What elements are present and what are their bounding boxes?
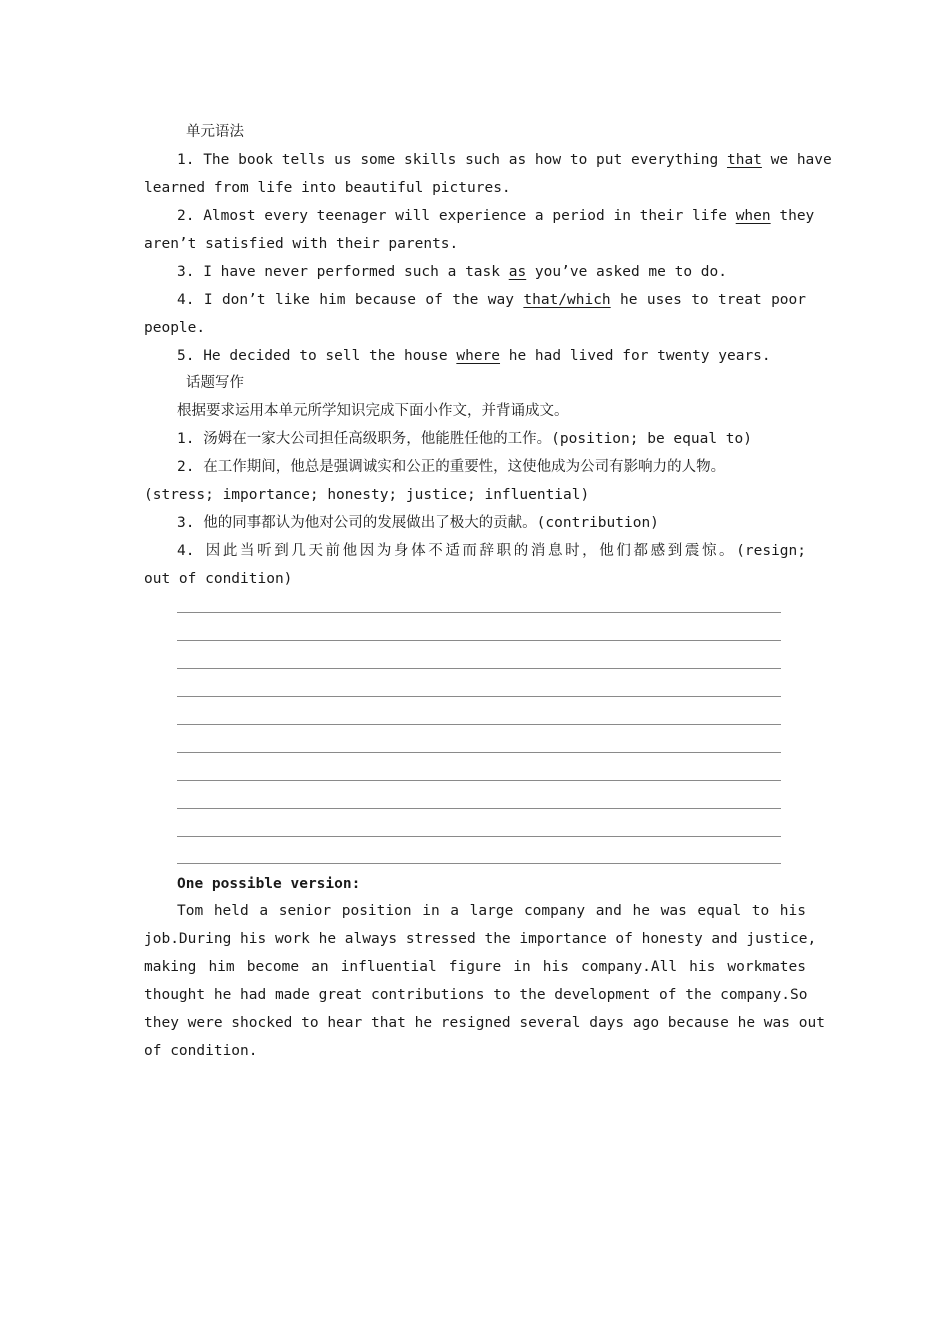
q1-text-a: 1. The book tells us some skills such as how to put everything	[177, 152, 727, 168]
q3-text-a: 3. I have never performed such a task	[177, 264, 509, 280]
writing-heading: 话题写作	[186, 375, 244, 391]
grammar-item-2-line-1	[177, 202, 815, 230]
sample-answer-line-3: making him become an influential figure in his company.All his workmates	[144, 959, 806, 975]
writing-blank-line	[177, 724, 781, 725]
writing-blank-line	[177, 696, 781, 697]
sample-answer-line-4: thought he had made great contributions to the development of the company.So	[144, 987, 808, 1003]
sample-answer-line-6: of condition.	[144, 1043, 258, 1059]
grammar-item-4-line-2: people.	[144, 320, 206, 336]
q2-text-b: they	[770, 208, 815, 224]
sample-answer-line-2: job.During his work he always stressed the importance of honesty and justice,	[144, 931, 817, 947]
grammar-item-1-line-2: learned from life into beautiful pictures.	[144, 180, 511, 196]
writing-task-1: 1. 汤姆在一家大公司担任高级职务，他能胜任他的工作。(position; be equal to)	[177, 431, 752, 447]
sample-answer-line-1: Tom held a senior position in a large company and he was equal to his	[177, 903, 806, 919]
q2-text-a: 2. Almost every teenager will experience a period in their life	[177, 208, 736, 224]
writing-blank-line	[177, 836, 781, 837]
writing-blank-line	[177, 863, 781, 864]
grammar-item-2-line-2: aren’t satisfied with their parents.	[144, 236, 459, 252]
sample-answer-line-5: they were shocked to hear that he resigned several days ago because he was out	[144, 1015, 825, 1031]
grammar-item-3	[177, 258, 806, 286]
grammar-item-5	[177, 342, 806, 370]
q1-answer: that	[726, 152, 762, 168]
sample-answer-label: One possible version:	[177, 876, 361, 892]
writing-blank-line	[177, 612, 781, 613]
q5-text-a: 5. He decided to sell the house	[177, 348, 457, 364]
writing-task-4-line-2: out of condition)	[144, 571, 293, 587]
writing-task-3: 3. 他的同事都认为他对公司的发展做出了极大的贡献。(contribution)	[177, 515, 659, 531]
writing-blank-line	[177, 808, 781, 809]
q1-text-b: we have	[761, 152, 832, 168]
grammar-item-1-line-1	[177, 146, 832, 174]
writing-blank-line	[177, 780, 781, 781]
writing-task-2-line-1: 2. 在工作期间，他总是强调诚实和公正的重要性，这使他成为公司有影响力的人物。	[177, 459, 726, 475]
writing-blank-line	[177, 752, 781, 753]
writing-blank-line	[177, 668, 781, 669]
writing-task-4-line-1: 4. 因此当听到几天前他因为身体不适而辞职的消息时，他们都感到震惊。(resign;	[177, 543, 806, 559]
q3-text-b: you’ve asked me to do.	[526, 264, 727, 280]
q2-answer: when	[735, 208, 771, 224]
q5-text-b: he had lived for twenty years.	[500, 348, 771, 364]
writing-instruction: 根据要求运用本单元所学知识完成下面小作文，并背诵成文。	[177, 403, 569, 419]
q4-text-b: he uses to treat poor	[610, 292, 806, 308]
q3-answer: as	[508, 264, 527, 280]
writing-task-2-line-2: (stress; importance; honesty; justice; influential)	[144, 487, 590, 503]
q4-text-a: 4. I don’t like him because of the way	[177, 292, 524, 308]
q5-answer: where	[456, 348, 501, 364]
q4-answer: that/which	[523, 292, 611, 308]
grammar-heading: 单元语法	[186, 124, 244, 140]
writing-blank-line	[177, 640, 781, 641]
grammar-item-4-line-1	[177, 286, 806, 314]
